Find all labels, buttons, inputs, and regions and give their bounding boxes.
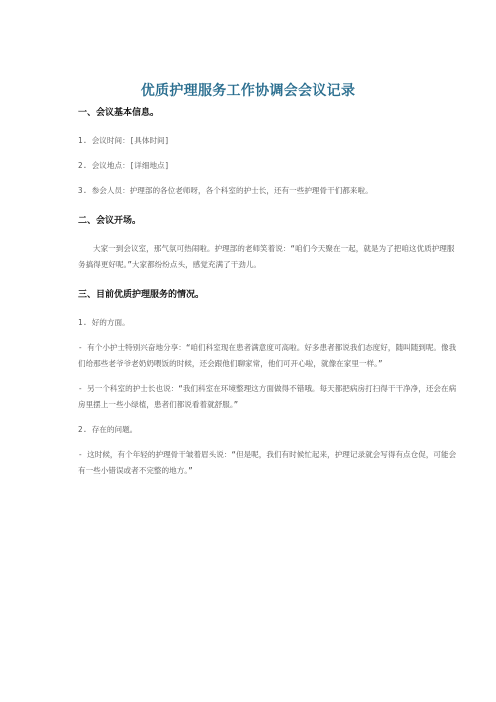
document-title: 优质护理服务工作协调会会议记录 [140,83,356,99]
meeting-location-item: 2. 会议地点：[详细地点] [78,161,170,170]
opening-paragraph: 大家一到会议室，那气氛可热闹啦。护理部的老师笑着说：“咱们今天聚在一起，就是为了把咱这优质护理服务搞得更好呢。”大家都纷纷点头，感觉充满了干劲儿。 [78,244,455,269]
head-nurse-quote-environment: - 另一个科室的护士长也说：“我们科室在环境整理这方面做得不错哦。每天都把病房打扫得干干净净，还会在病房里摆上一些小绿植，患者们都说看着就舒服。” [78,384,457,409]
section-heading-basic-info: 一、会议基本信息。 [78,108,160,118]
document-body [78,106,462,479]
attendees-item: 3. 参会人员：护理部的各位老师呀，各个科室的护士长，还有一些护理骨干们都来啦。 [78,186,373,195]
young-nurse-quote-records: - 这时候，有个年轻的护理骨干皱着眉头说：“但是呢，我们有时候忙起来，护理记录就会写得有点仓促，可能会有一些小错误或者不完整的地方。” [78,450,457,475]
good-aspects-subheading: 1. 好的方面。 [78,318,130,327]
section-heading-opening: 二、会议开场。 [78,216,142,226]
meeting-time-item: 1. 会议时间：[具体时间] [78,136,170,145]
section-heading-current-status: 三、目前优质护理服务的情况。 [78,290,205,300]
nurse-quote-satisfaction: - 有个小护士特别兴奋地分享：“咱们科室现在患者满意度可高啦。好多患者都说我们态度好，随叫随到呢。像我们给那些老爷爷老奶奶喂饭的时候，还会跟他们聊家常，他们可开心啦，就像在家里一样。” [78,343,457,368]
problems-subheading: 2. 存在的问题。 [78,425,138,434]
